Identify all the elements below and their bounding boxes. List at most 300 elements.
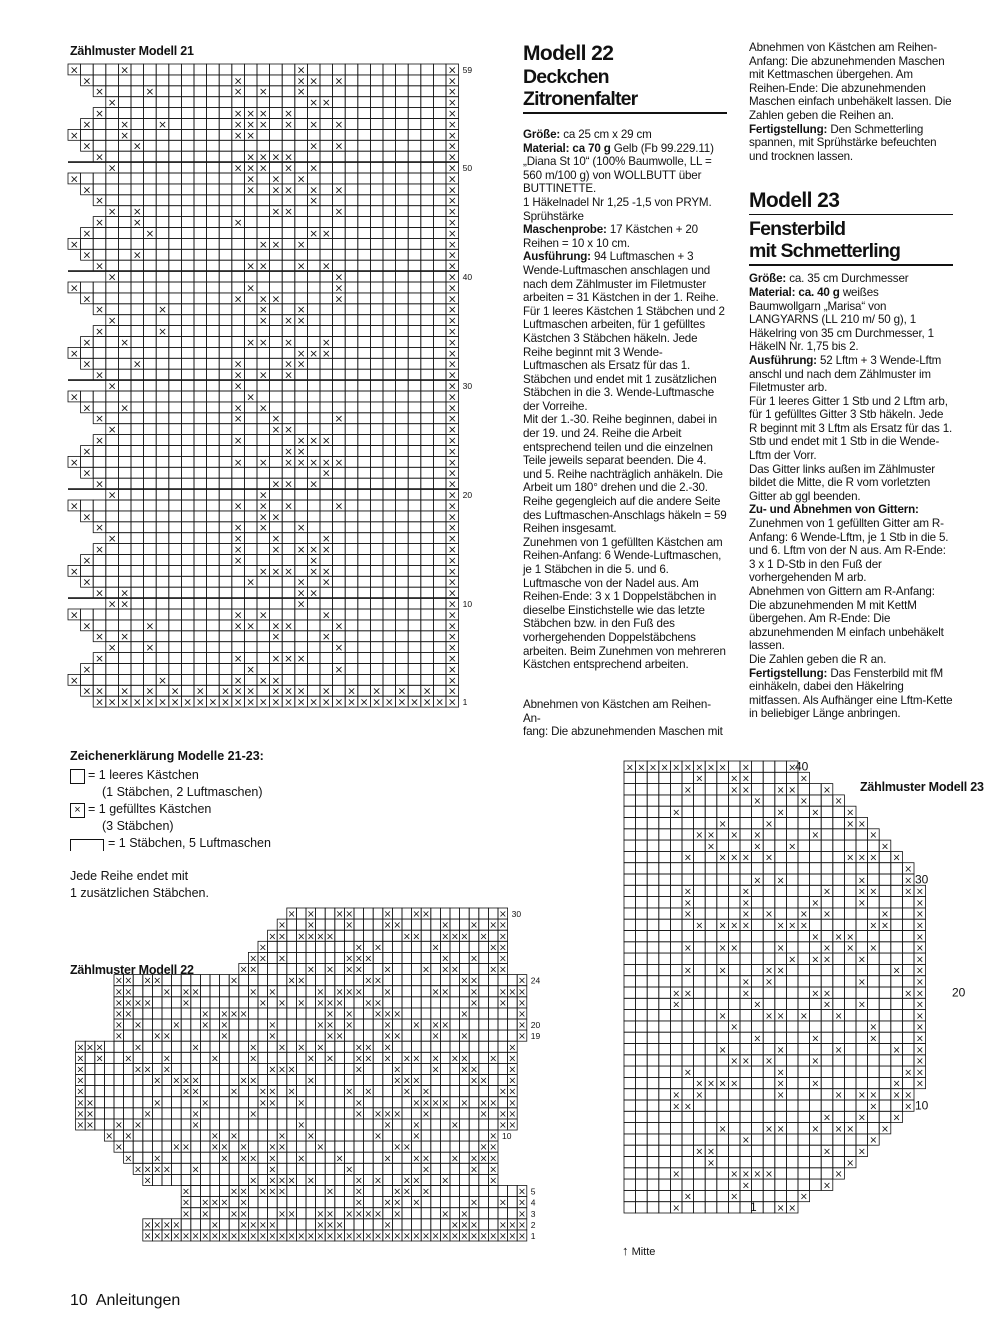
grid-cell (421, 108, 434, 119)
grid-cell (118, 358, 131, 369)
grid-cell (106, 260, 119, 271)
grid-cell (172, 1108, 182, 1119)
grid-cell (647, 795, 659, 806)
grid-cell (488, 1219, 498, 1230)
grid-cell (232, 326, 245, 337)
grid-cell (219, 544, 232, 555)
filled-cell: × (233, 293, 243, 306)
row-label: 20 (952, 985, 966, 1000)
grid-cell (624, 897, 636, 908)
grid-cell (287, 1075, 297, 1086)
grid-cell (244, 195, 257, 206)
filled-cell: × (741, 784, 750, 796)
grid-cell (93, 249, 106, 260)
grid-cell (219, 228, 232, 239)
grid-cell (244, 424, 257, 435)
grid-cell (717, 1202, 729, 1213)
grid-cell (358, 64, 371, 75)
filled-cell: × (114, 1120, 123, 1131)
grid-cell (763, 1066, 775, 1077)
grid-cell (821, 976, 833, 987)
filled-cell: × (383, 1219, 392, 1231)
filled-cell: × (233, 358, 243, 371)
grid-cell (258, 1152, 268, 1163)
grid-cell (844, 829, 856, 840)
filled-cell: × (345, 909, 354, 921)
grid-cell (219, 533, 232, 544)
grid-cell (106, 500, 119, 511)
modell23-number: Modell 23 (749, 189, 840, 213)
grid-cell (162, 1008, 172, 1019)
grid-cell (219, 64, 232, 75)
grid-cell (383, 424, 396, 435)
grid-cell (270, 380, 283, 391)
filled-cell: × (296, 315, 306, 328)
grid-cell (421, 674, 434, 685)
filled-cell: × (124, 1153, 133, 1165)
grid-cell (114, 1075, 124, 1086)
grid-cell (728, 1089, 740, 1100)
grid-cell (325, 986, 335, 997)
grid-cell (383, 173, 396, 184)
filled-cell: × (296, 522, 306, 535)
grid-cell (169, 129, 182, 140)
filled-cell: × (334, 75, 344, 88)
grid-cell (383, 1186, 393, 1197)
grid-cell (763, 1044, 775, 1055)
filled-cell: × (287, 1175, 296, 1187)
grid-cell (440, 1152, 450, 1163)
grid-cell (325, 919, 335, 930)
filled-cell: × (316, 1042, 325, 1054)
grid-cell (270, 500, 283, 511)
grid-cell (358, 500, 371, 511)
filled-cell: × (271, 478, 281, 491)
grid-cell (408, 642, 421, 653)
grid-cell (270, 358, 283, 369)
grid-cell (210, 1063, 220, 1074)
grid-cell (344, 1108, 354, 1119)
grid-cell (194, 217, 207, 228)
modell22-needle: 1 Häkelnadel Nr 1,25 -1,5 von PRYM. Sprühstärke (523, 195, 712, 223)
grid-cell (282, 391, 295, 402)
filled-cell: × (335, 986, 344, 998)
filled-cell: × (107, 97, 117, 110)
grid-cell (345, 576, 358, 587)
grid-cell (133, 1097, 143, 1108)
grid-cell (383, 664, 396, 675)
grid-cell (270, 467, 283, 478)
grid-cell (210, 1108, 220, 1119)
grid-cell (479, 1063, 489, 1074)
grid-cell (786, 806, 798, 817)
grid-cell (306, 1063, 316, 1074)
grid-cell (144, 315, 157, 326)
legend-filled: × = 1 gefülltes Kästchen (70, 801, 310, 818)
filled-cell: × (296, 173, 306, 186)
grid-cell (373, 1152, 383, 1163)
filled-cell: × (498, 953, 507, 965)
grid-cell (131, 598, 144, 609)
grid-cell (316, 1197, 326, 1208)
filled-cell: × (518, 1208, 526, 1220)
grid-cell (821, 1123, 833, 1134)
modell23-decrease: Abnehmen von Gittern am R-Anfang: Die abzunehmenden M mit KettM übergehen. Am R-Ende: Die abzunehmenden M einfach unbehäkelt lassen. (749, 585, 944, 653)
grid-cell (383, 456, 396, 467)
grid-cell (786, 942, 798, 953)
grid-cell (307, 500, 320, 511)
grid-cell (333, 337, 346, 348)
grid-cell (335, 1197, 345, 1208)
grid-cell (181, 293, 194, 304)
grid-cell (296, 1075, 306, 1086)
filled-cell: × (258, 511, 268, 524)
grid-cell (498, 1208, 508, 1219)
grid-cell (207, 456, 220, 467)
grid-cell (682, 829, 694, 840)
filled-cell: × (915, 1022, 924, 1034)
filled-cell: × (210, 1142, 219, 1154)
filled-cell: × (316, 1142, 325, 1154)
grid-cell (624, 772, 636, 783)
grid-cell (232, 337, 245, 348)
grid-cell (172, 1152, 182, 1163)
grid-cell (392, 1152, 402, 1163)
grid-cell (81, 347, 94, 358)
grid-cell (181, 1030, 191, 1041)
grid-cell (891, 897, 903, 908)
filled-cell: × (233, 522, 243, 535)
grid-cell (118, 282, 131, 293)
grid-cell (670, 931, 682, 942)
grid-cell (181, 587, 194, 598)
grid-cell (717, 1168, 729, 1179)
grid-cell (344, 1152, 354, 1163)
filled-cell: × (284, 565, 293, 578)
grid-cell (408, 75, 421, 86)
grid-cell (647, 1100, 659, 1111)
grid-cell (412, 997, 422, 1008)
grid-cell (207, 293, 220, 304)
filled-cell: × (230, 1231, 238, 1242)
grid-cell (431, 919, 441, 930)
grid-cell (421, 260, 434, 271)
grid-cell (219, 347, 232, 358)
grid-cell (433, 467, 446, 478)
grid-cell (433, 293, 446, 304)
grid-cell (207, 271, 220, 282)
filled-cell: × (765, 818, 773, 830)
grid-cell (333, 631, 346, 642)
grid-cell (229, 1119, 239, 1130)
grid-cell (396, 565, 409, 576)
grid-cell (431, 1086, 441, 1097)
grid-cell (728, 863, 740, 874)
filled-cell: × (695, 1078, 704, 1090)
grid-cell (296, 1086, 306, 1097)
grid-cell (295, 184, 308, 195)
grid-cell (383, 1063, 393, 1074)
filled-cell: × (230, 1131, 238, 1143)
grid-cell (636, 784, 648, 795)
grid-cell (636, 1179, 648, 1190)
grid-cell (306, 975, 316, 986)
grid-cell (244, 478, 257, 489)
grid-cell (460, 1041, 470, 1052)
grid-cell (717, 1190, 729, 1201)
arrow-up-icon: ↑ (622, 1243, 629, 1258)
filled-cell: × (811, 954, 820, 966)
grid-cell (282, 238, 295, 249)
grid-cell (659, 1010, 671, 1021)
grid-cell (383, 467, 396, 478)
grid-cell (239, 1041, 249, 1052)
grid-cell (364, 1108, 374, 1119)
grid-cell (93, 609, 106, 620)
filled-cell: × (278, 920, 286, 932)
filled-cell: × (278, 1208, 286, 1220)
grid-cell (210, 1174, 220, 1185)
filled-cell: × (182, 1231, 190, 1242)
grid-cell (239, 1163, 249, 1174)
grid-cell (433, 369, 446, 380)
grid-cell (670, 863, 682, 874)
grid-cell (207, 326, 220, 337)
grid-cell (659, 1111, 671, 1122)
modell23-name: Fensterbild (749, 218, 846, 241)
grid-cell (383, 1130, 393, 1141)
grid-cell (396, 315, 409, 326)
grid-cell (131, 446, 144, 457)
grid-cell (106, 456, 119, 467)
grid-cell (345, 424, 358, 435)
grid-cell (239, 986, 249, 997)
grid-cell (333, 544, 346, 555)
grid-cell (181, 129, 194, 140)
grid-cell (296, 908, 306, 919)
filled-cell: × (354, 1208, 363, 1220)
filled-cell: × (354, 1097, 363, 1109)
grid-cell (624, 795, 636, 806)
filled-cell: × (233, 369, 243, 382)
grid-cell (295, 620, 308, 631)
grid-cell (682, 953, 694, 964)
grid-cell (219, 129, 232, 140)
grid-cell (431, 1219, 441, 1230)
grid-cell (316, 1130, 326, 1141)
filled-cell: × (258, 260, 268, 273)
filled-cell: × (881, 841, 889, 853)
grid-cell (344, 1219, 354, 1230)
grid-cell (244, 500, 257, 511)
grid-cell (156, 435, 169, 446)
grid-cell (358, 228, 371, 239)
grid-cell (133, 1030, 143, 1041)
grid-cell (194, 173, 207, 184)
filled-cell: × (354, 986, 363, 998)
grid-cell (104, 1086, 114, 1097)
filled-cell: × (672, 1169, 681, 1181)
grid-cell (143, 1097, 153, 1108)
grid-cell (728, 1134, 740, 1145)
filled-cell: × (364, 997, 373, 1009)
grid-cell (433, 500, 446, 511)
grid-cell (345, 456, 358, 467)
grid-cell (705, 1111, 717, 1122)
filled-cell: × (384, 696, 394, 709)
grid-cell (181, 642, 194, 653)
grid-cell (740, 1111, 752, 1122)
grid-cell (383, 86, 396, 97)
grid-cell (93, 620, 106, 631)
filled-cell: × (741, 1180, 750, 1192)
grid-cell (152, 986, 162, 997)
grid-cell (325, 1097, 335, 1108)
grid-cell (396, 544, 409, 555)
grid-cell (717, 840, 729, 851)
filled-cell: × (309, 347, 319, 360)
grid-cell (316, 1152, 326, 1163)
grid-cell (694, 1021, 706, 1032)
grid-cell (268, 975, 278, 986)
grid-cell (345, 271, 358, 282)
grid-cell (181, 108, 194, 119)
filled-cell: × (95, 108, 104, 120)
grid-cell (402, 986, 412, 997)
grid-cell (488, 1186, 498, 1197)
grid-cell (181, 1008, 191, 1019)
grid-cell (469, 908, 479, 919)
grid-cell (728, 1066, 740, 1077)
grid-cell (717, 998, 729, 1009)
grid-cell (169, 544, 182, 555)
grid-cell (325, 1063, 335, 1074)
grid-cell (383, 249, 396, 260)
grid-cell (879, 1066, 891, 1077)
grid-cell (383, 413, 396, 424)
grid-cell (498, 975, 508, 986)
grid-cell (810, 1134, 822, 1145)
grid-cell (659, 953, 671, 964)
grid-cell (191, 1208, 201, 1219)
grid-cell (705, 784, 717, 795)
grid-cell (833, 806, 845, 817)
grid-cell (786, 1089, 798, 1100)
grid-cell (879, 1100, 891, 1111)
grid-cell (118, 380, 131, 391)
filled-cell: × (258, 609, 268, 622)
grid-cell (229, 986, 239, 997)
grid-cell (488, 1041, 498, 1052)
grid-cell (460, 919, 470, 930)
grid-cell (344, 997, 354, 1008)
grid-cell (345, 642, 358, 653)
grid-cell (383, 500, 396, 511)
grid-cell (433, 402, 446, 413)
grid-cell (358, 140, 371, 151)
grid-cell (810, 1100, 822, 1111)
filled-cell: × (393, 1108, 402, 1120)
grid-cell (118, 674, 131, 685)
grid-cell (181, 1219, 191, 1230)
filled-cell: × (811, 830, 820, 842)
filled-cell: × (447, 86, 457, 99)
grid-cell (682, 931, 694, 942)
grid-cell (244, 293, 257, 304)
grid-cell (219, 304, 232, 315)
grid-cell (194, 271, 207, 282)
grid-cell (433, 446, 446, 457)
filled-cell: × (258, 1186, 267, 1198)
filled-cell: × (460, 1208, 469, 1220)
grid-cell (479, 1019, 489, 1030)
grid-cell (396, 533, 409, 544)
grid-cell (257, 424, 270, 435)
filled-cell: × (422, 685, 432, 698)
grid-cell (229, 1063, 239, 1074)
filled-cell: × (518, 1009, 526, 1020)
grid-cell (270, 304, 283, 315)
grid-cell (282, 587, 295, 598)
filled-cell: × (447, 326, 457, 338)
grid-cell (191, 1130, 201, 1141)
filled-cell: × (470, 1153, 478, 1165)
grid-cell (258, 1197, 268, 1208)
grid-cell (244, 347, 257, 358)
grid-cell (296, 1174, 306, 1185)
filled-cell: × (246, 162, 256, 175)
grid-cell (402, 1097, 412, 1108)
grid-cell (191, 1030, 201, 1041)
grid-cell (450, 1141, 460, 1152)
grid-cell (412, 1141, 422, 1152)
grid-cell (93, 358, 106, 369)
grid-cell (383, 952, 393, 963)
grid-cell (433, 347, 446, 358)
grid-cell (118, 75, 131, 86)
grid-cell (364, 1119, 374, 1130)
grid-cell (131, 456, 144, 467)
grid-cell (295, 337, 308, 348)
grid-cell (219, 489, 232, 500)
filled-cell: × (672, 999, 681, 1011)
grid-cell (144, 391, 157, 402)
grid-cell (370, 271, 383, 282)
grid-cell (798, 818, 810, 829)
grid-cell (207, 282, 220, 293)
grid-cell (85, 1086, 95, 1097)
grid-cell (868, 1077, 880, 1088)
filled-cell: × (268, 986, 277, 998)
grid-cell (131, 195, 144, 206)
grid-cell (433, 64, 446, 75)
grid-cell (144, 129, 157, 140)
grid-cell (320, 413, 333, 424)
grid-cell (717, 1179, 729, 1190)
grid-cell (257, 282, 270, 293)
filled-cell: × (284, 118, 293, 131)
grid-cell (320, 108, 333, 119)
grid-cell (131, 489, 144, 500)
grid-cell (194, 140, 207, 151)
filled-cell: × (246, 696, 256, 709)
grid-cell (659, 1168, 671, 1179)
grid-cell (325, 1041, 335, 1052)
filled-cell: × (730, 784, 739, 796)
filled-cell: × (114, 1142, 123, 1154)
legend-note-2: 1 zusätzlichen Stäbchen. (70, 886, 209, 900)
grid-cell (207, 358, 220, 369)
